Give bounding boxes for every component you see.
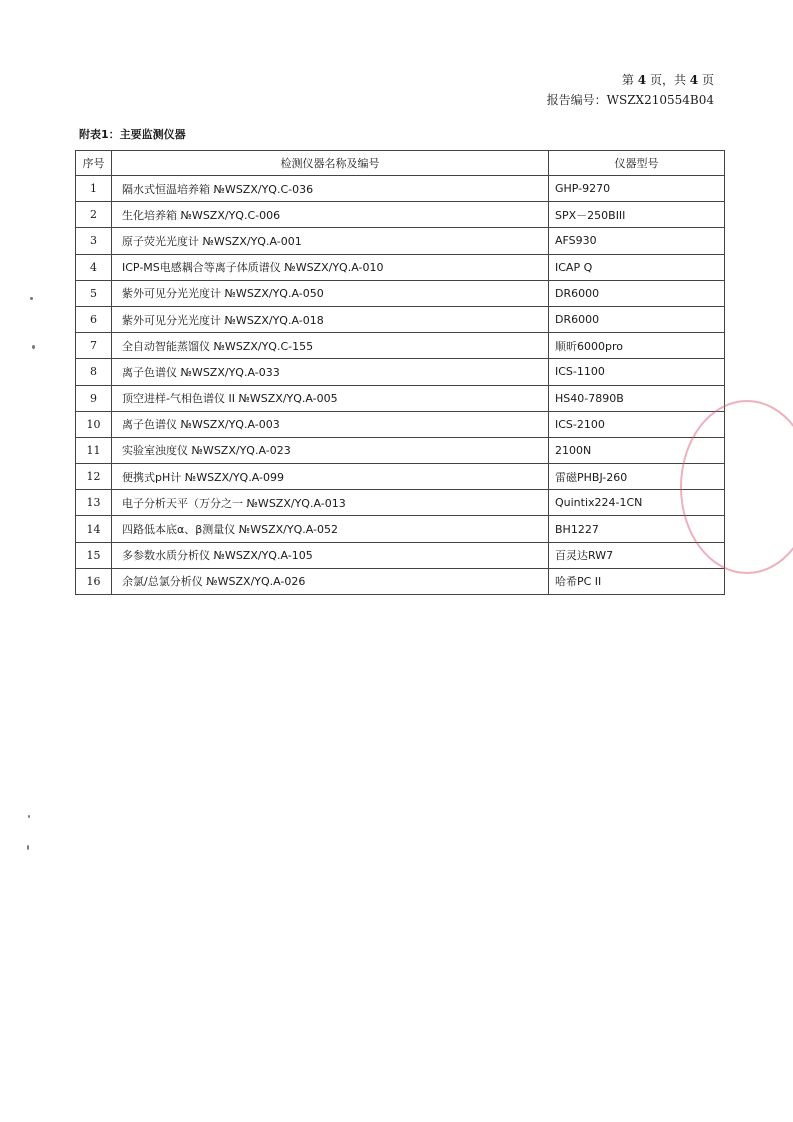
row-number: 11	[76, 437, 112, 463]
column-header-name: 检测仪器名称及编号	[112, 151, 549, 176]
row-number: 15	[76, 542, 112, 568]
instrument-name: ICP-MS电感耦合等离子体质谱仪 №WSZX/YQ.A-010	[112, 254, 549, 280]
table-header-row	[76, 151, 725, 176]
column-header-no: 序号	[76, 151, 112, 176]
row-number: 9	[76, 385, 112, 411]
row-number: 3	[76, 228, 112, 254]
row-number: 6	[76, 306, 112, 332]
page-current: 4	[637, 73, 647, 87]
instrument-name: 实验室浊度仪 №WSZX/YQ.A-023	[112, 437, 549, 463]
table-row	[76, 202, 725, 228]
instrument-model: AFS930	[549, 228, 725, 254]
page-suffix: 页	[701, 73, 714, 87]
table-row	[76, 228, 725, 254]
table-row	[76, 490, 725, 516]
instrument-model: SPX－250BIII	[549, 202, 725, 228]
instrument-name: 紫外可见分光光度计 №WSZX/YQ.A-018	[112, 306, 549, 332]
row-number: 2	[76, 202, 112, 228]
instrument-name: 四路低本底α、β测量仪 №WSZX/YQ.A-052	[112, 516, 549, 542]
instrument-model: GHP-9270	[549, 176, 725, 202]
table-row	[76, 254, 725, 280]
instrument-model: 顺昕6000pro	[549, 333, 725, 359]
instrument-model: 2100N	[549, 437, 725, 463]
table-row	[76, 542, 725, 568]
table-caption: 附表1：主要监测仪器	[79, 128, 186, 141]
instrument-model: BH1227	[549, 516, 725, 542]
instrument-name: 便携式pH计 №WSZX/YQ.A-099	[112, 464, 549, 490]
instrument-model: 雷磁PHBJ-260	[549, 464, 725, 490]
instrument-model: ICS-1100	[549, 359, 725, 385]
report-number	[547, 90, 714, 110]
table-row	[76, 333, 725, 359]
instrument-model: ICS-2100	[549, 411, 725, 437]
instrument-name: 全自动智能蒸馏仪 №WSZX/YQ.C-155	[112, 333, 549, 359]
row-number: 14	[76, 516, 112, 542]
row-number: 7	[76, 333, 112, 359]
instrument-name: 紫外可见分光光度计 №WSZX/YQ.A-050	[112, 280, 549, 306]
row-number: 16	[76, 568, 112, 594]
table-row	[76, 306, 725, 332]
instrument-name: 离子色谱仪 №WSZX/YQ.A-003	[112, 411, 549, 437]
page-total: 4	[689, 73, 699, 87]
instrument-name: 顶空进样-气相色谱仪 II №WSZX/YQ.A-005	[112, 385, 549, 411]
table-body	[76, 176, 725, 595]
instrument-name: 原子荧光光度计 №WSZX/YQ.A-001	[112, 228, 549, 254]
instrument-table	[75, 150, 725, 595]
table-row	[76, 464, 725, 490]
report-number-label: 报告编号：	[546, 93, 607, 107]
table-row	[76, 359, 725, 385]
row-number: 4	[76, 254, 112, 280]
table-row	[76, 516, 725, 542]
instrument-model: DR6000	[549, 306, 725, 332]
page-prefix: 第	[621, 73, 634, 87]
instrument-model: 哈希PC II	[549, 568, 725, 594]
page-indicator	[547, 70, 714, 90]
scan-speck	[30, 297, 33, 300]
page-header	[547, 70, 714, 110]
instrument-name: 余氯/总氯分析仪 №WSZX/YQ.A-026	[112, 568, 549, 594]
table-row	[76, 176, 725, 202]
table-row	[76, 437, 725, 463]
scan-speck	[28, 815, 30, 818]
table-row	[76, 411, 725, 437]
report-number-value: WSZX210554B04	[606, 93, 714, 107]
instrument-name: 隔水式恒温培养箱 №WSZX/YQ.C-036	[112, 176, 549, 202]
page-mid: 页，共	[649, 73, 686, 87]
instrument-model: 百灵达RW7	[549, 542, 725, 568]
instrument-name: 生化培养箱 №WSZX/YQ.C-006	[112, 202, 549, 228]
scan-speck	[32, 345, 35, 349]
row-number: 10	[76, 411, 112, 437]
table-row	[76, 385, 725, 411]
instrument-name: 离子色谱仪 №WSZX/YQ.A-033	[112, 359, 549, 385]
instrument-model: Quintix224-1CN	[549, 490, 725, 516]
instrument-name: 电子分析天平（万分之一 №WSZX/YQ.A-013	[112, 490, 549, 516]
row-number: 13	[76, 490, 112, 516]
column-header-model: 仪器型号	[549, 151, 725, 176]
instrument-model: DR6000	[549, 280, 725, 306]
row-number: 12	[76, 464, 112, 490]
row-number: 1	[76, 176, 112, 202]
instrument-model: HS40-7890B	[549, 385, 725, 411]
instrument-name: 多参数水质分析仪 №WSZX/YQ.A-105	[112, 542, 549, 568]
scan-speck	[27, 845, 29, 850]
table-row	[76, 280, 725, 306]
row-number: 8	[76, 359, 112, 385]
instrument-model: ICAP Q	[549, 254, 725, 280]
row-number: 5	[76, 280, 112, 306]
table-row	[76, 568, 725, 594]
